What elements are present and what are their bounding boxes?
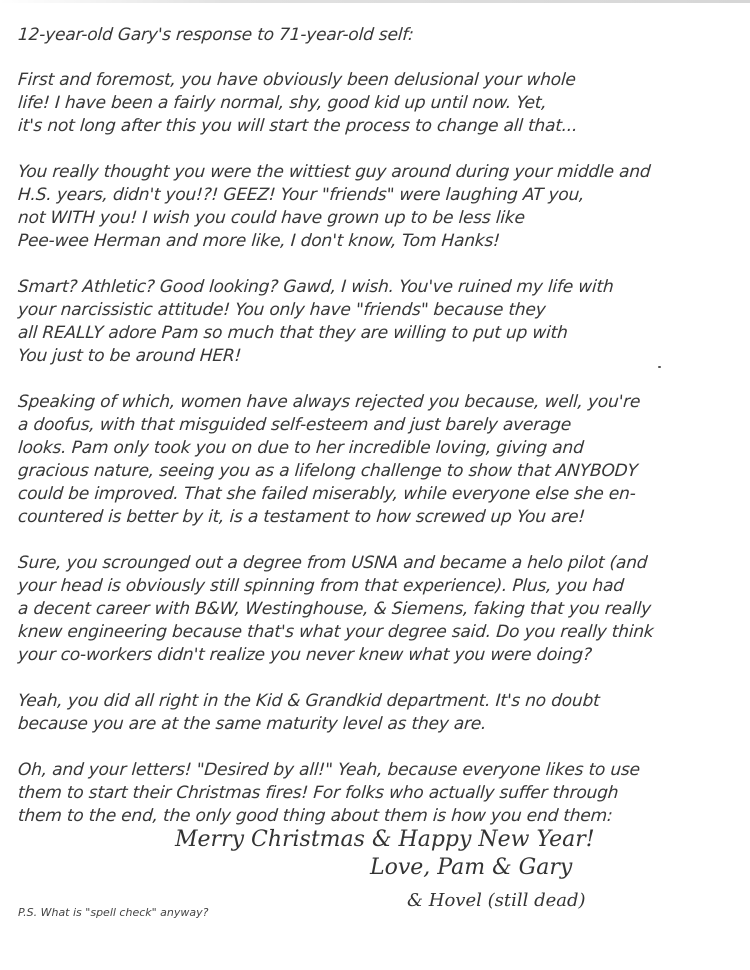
- closing-addendum: & Hovel (still dead): [407, 890, 586, 911]
- paragraph-line: because you are at the same maturity level as they are.: [17, 714, 488, 734]
- paragraph-line: your head is obviously still spinning from that experience). Plus, you had: [17, 576, 625, 596]
- letter-heading: 12-year-old Gary's response to 71-year-old self:: [17, 25, 415, 45]
- paragraph-delusional: [18, 69, 718, 138]
- paragraph-smart: [18, 276, 718, 368]
- postscript: P.S. What is "spell check" anyway?: [18, 906, 209, 919]
- page-top-edge: [0, 0, 750, 3]
- paragraph-line: not WITH you! I wish you could have grown up to be less like: [17, 208, 526, 228]
- closing-greeting: Merry Christmas & Happy New Year!: [175, 827, 595, 852]
- paragraph-line: a doofus, with that misguided self-esteem and just barely average: [17, 415, 572, 435]
- paragraph-line: You just to be around HER!: [17, 346, 242, 366]
- paragraph-line: looks. Pam only took you on due to her incredible loving, giving and: [17, 438, 585, 458]
- paragraph-line: Speaking of which, women have always rejected you because, well, you're: [17, 392, 641, 412]
- paragraph-kids: [18, 690, 718, 736]
- paragraph-speaking-of-which: [18, 391, 718, 529]
- paragraph-line: your co-workers didn't realize you never knew what you were doing?: [17, 645, 593, 665]
- paragraph-line: Pee-wee Herman and more like, I don't know, Tom Hanks!: [17, 231, 501, 251]
- paragraph-line: your narcissistic attitude! You only have "friends" because they: [17, 300, 547, 320]
- paragraph-line: all REALLY adore Pam so much that they are willing to put up with: [17, 323, 569, 343]
- paragraph-line: countered is better by it, is a testament to how screwed up You are!: [17, 507, 586, 527]
- paragraph-line: Sure, you scrounged out a degree from USNA and became a helo pilot (and: [17, 553, 649, 573]
- paragraph-line: life! I have been a fairly normal, shy, good kid up until now. Yet,: [17, 93, 548, 113]
- paragraph-line: gracious nature, seeing you as a lifelong challenge to show that ANYBODY: [17, 461, 639, 481]
- paragraph-line: H.S. years, didn't you!?! GEEZ! Your "friends" were laughing AT you,: [17, 185, 586, 205]
- paragraph-line: You really thought you were the wittiest guy around during your middle and: [17, 162, 652, 182]
- paragraph-line: First and foremost, you have obviously been delusional your whole: [17, 70, 577, 90]
- paragraph-line: Yeah, you did all right in the Kid & Grandkid department. It's no doubt: [17, 691, 601, 711]
- paragraph-career: [18, 552, 718, 667]
- ink-speck: [658, 366, 661, 368]
- letter-body: [18, 24, 718, 851]
- paragraph-line: them to the end, the only good thing about them is how you end them:: [17, 806, 614, 826]
- paragraph-line: them to start their Christmas fires! For folks who actually suffer through: [17, 783, 620, 803]
- paragraph-wittiest: [18, 161, 718, 253]
- paragraph-line: could be improved. That she failed miserably, while everyone else she en-: [17, 484, 637, 504]
- paragraph-line: Oh, and your letters! "Desired by all!" Yeah, because everyone likes to use: [17, 760, 641, 780]
- paragraph-line: a decent career with B&W, Westinghouse, & Siemens, faking that you really: [17, 599, 652, 619]
- paragraph-line: it's not long after this you will start the process to change all that...: [17, 116, 579, 136]
- closing-signoff: Love, Pam & Gary: [370, 855, 573, 880]
- paragraph-line: knew engineering because that's what your degree said. Do you really think: [17, 622, 655, 642]
- letter-closing: [175, 826, 675, 914]
- paragraph-letters: [18, 759, 718, 828]
- paragraph-line: Smart? Athletic? Good looking? Gawd, I wish. You've ruined my life with: [17, 277, 615, 297]
